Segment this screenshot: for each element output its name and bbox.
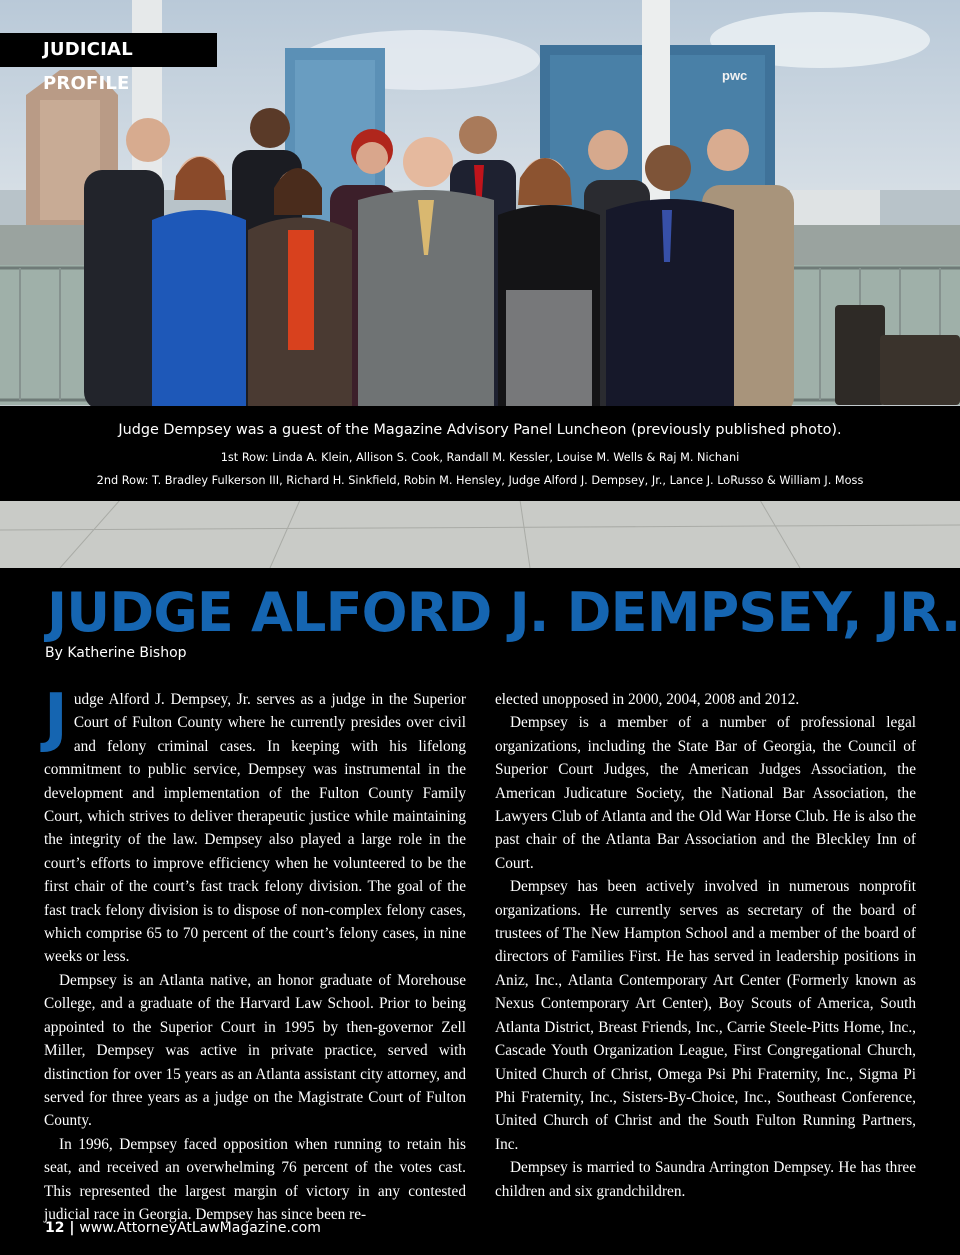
article-paragraph-4: Dempsey is a member of a number of professional legal organizations, including the State Bar of Georgia, the Council of Superior Court Judges, the American Judges Association, the American Judicature Society, the National Bar Association, the Lawyers Club of Atlanta and the Old War Horse Club. He is also the past chair of the Atlanta Bar Association and the Bleckley Inn of Court. <box>495 714 916 872</box>
article-column-left <box>44 681 466 1226</box>
article-byline: By Katherine Bishop <box>45 645 187 661</box>
page-number: 12 <box>45 1220 65 1236</box>
photo-caption <box>0 406 960 501</box>
caption-main: Judge Dempsey was a guest of the Magazine Advisory Panel Luncheon (previously published photo). <box>118 422 842 438</box>
article-paragraph-5: Dempsey has been actively involved in numerous nonprofit organizations. He currently serves as secretary of the board of trustees of The New Hampton School and a member of the board of directors of Families First. He has served in leadership positions in Aniz, Inc., Atlanta Contemporary Art Center (Formerly known as Nexus Contemporary Art Center), Boy Scouts of America, South Atlanta District, Breast Friends, Inc., Carrie Steele-Pitts Home, Inc., Cascade Youth Organization League, First Congregational Church, United Church of Christ, Omega Psi Phi Fraternity, Inc., Sigma Pi Phi Fraternity, Inc., Sisters-By-Choice, Inc., Southeast Conference, United Church of Christ and the South Fulton Running Partners, Inc. <box>495 878 916 1153</box>
section-tag: JUDICIAL PROFILE <box>0 33 217 67</box>
caption-first-row: 1st Row: Linda A. Klein, Allison S. Cook, Randall M. Kessler, Louise M. Wells & Raj M. Nichani <box>220 451 740 464</box>
article-paragraph-1-text: udge Alford J. Dempsey, Jr. serves as a judge in the Superior Court of Fulton County where he currently presides over civil and felony criminal cases. In keeping with his lifelong commitment to public service, Dempsey was instrumental in the development and implementation of the Fulton County Family Court, which strives to deliver therapeutic justice while maintaining the integrity of the law. Dempsey also played a large role in the court’s efforts to improve efficiency when he volunteered to be the first chair of the court’s fast track felony division. The goal of the fast track felony division is to dispose of non-complex felony cases, which comprise 65 to 70 percent of the court’s felony cases, in nine weeks or less. <box>44 691 466 966</box>
article-paragraph-1 <box>44 681 466 969</box>
article-paragraph-6: Dempsey is married to Saundra Arrington Dempsey. He has three children and six grandchildren. <box>495 1159 916 1200</box>
group-photo <box>0 0 960 568</box>
page-footer <box>45 1220 321 1236</box>
article-paragraph-2: Dempsey is an Atlanta native, an honor graduate of Morehouse College, and a graduate of the Harvard Law School. Prior to being appointed to the Superior Court in 1995 by then-governor Zell Miller, Dempsey was active in private practice, served with distinction for over 15 years as an Atlanta assistant city attorney, and served for three years as a judge on the Magistrate Court of Fulton County. <box>44 971 466 1130</box>
building-sign-pwc: pwc <box>722 68 748 83</box>
footer-url: www.AttorneyAtLawMagazine.com <box>79 1220 321 1236</box>
footer-separator: | <box>64 1220 80 1236</box>
drop-cap: J <box>44 681 68 755</box>
article-column-right <box>495 688 916 1203</box>
article-paragraph-3-continued: elected unopposed in 2000, 2004, 2008 and 2012. <box>495 691 800 708</box>
caption-second-row: 2nd Row: T. Bradley Fulkerson III, Richard H. Sinkfield, Robin M. Hensley, Judge Alford J. Dempsey, Jr., Lance J. LoRusso & William J. Moss <box>96 474 864 487</box>
article-paragraph-3: In 1996, Dempsey faced opposition when running to retain his seat, and received an overwhelming 76 percent of the votes cast. This represented the largest margin of victory in any contested judicial race in Georgia. Dempsey has since been re- <box>44 1135 466 1223</box>
article-headline: JUDGE ALFORD J. DEMPSEY, JR. <box>47 581 960 644</box>
